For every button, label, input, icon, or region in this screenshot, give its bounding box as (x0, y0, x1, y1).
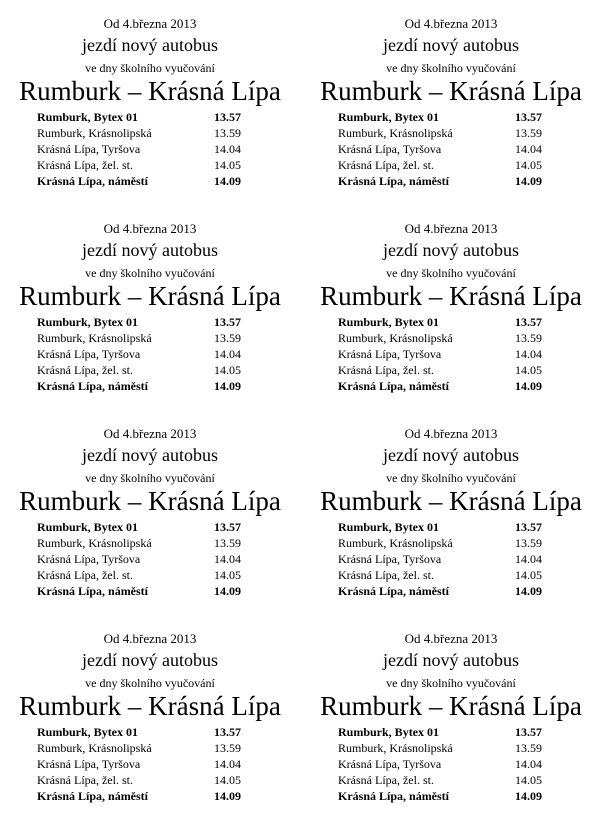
departure-time: 14.04 (515, 552, 542, 566)
timetable-row (338, 788, 558, 804)
route-title: Rumburk – Krásná Lípa (19, 76, 281, 106)
stop-name: Krásná Lípa, žel. st. (37, 158, 133, 172)
headline: jezdí nový autobus (383, 445, 519, 465)
stop-name: Rumburk, Bytex 01 (338, 315, 440, 329)
timetable-row (338, 551, 558, 567)
timetable-row (37, 157, 257, 173)
service-days: ve dny školního vyučování (85, 471, 215, 485)
stop-name: Krásná Lípa, náměstí (338, 789, 450, 803)
timetable-row (37, 362, 257, 378)
departure-time: 14.09 (214, 789, 241, 803)
timetable-row (37, 346, 257, 362)
stop-name: Rumburk, Bytex 01 (37, 315, 139, 329)
timetable-row (37, 109, 257, 125)
notice-card (0, 0, 300, 204)
timetable-row (37, 583, 257, 599)
stop-name: Rumburk, Bytex 01 (338, 725, 440, 739)
notice-card (301, 0, 600, 204)
timetable (37, 109, 257, 189)
departure-time: 14.09 (214, 584, 241, 598)
timetable-row (37, 378, 257, 394)
timetable-row (37, 330, 257, 346)
start-date: Od 4.března 2013 (103, 16, 197, 31)
timetable-row (338, 346, 558, 362)
stop-name: Rumburk, Krásnolipská (338, 741, 453, 755)
stop-name: Rumburk, Krásnolipská (37, 331, 152, 345)
stop-name: Rumburk, Krásnolipská (338, 536, 453, 550)
stop-name: Rumburk, Krásnolipská (37, 126, 152, 140)
start-date: Od 4.března 2013 (404, 631, 498, 646)
stop-name: Krásná Lípa, Tyršova (338, 142, 442, 156)
stop-name: Krásná Lípa, náměstí (37, 789, 149, 803)
departure-time: 13.59 (214, 536, 241, 550)
start-date: Od 4.března 2013 (103, 426, 197, 441)
stop-name: Rumburk, Bytex 01 (37, 110, 139, 124)
route-title: Rumburk – Krásná Lípa (320, 281, 582, 311)
timetable-row (37, 141, 257, 157)
stop-name: Krásná Lípa, náměstí (37, 584, 149, 598)
departure-time: 13.57 (214, 315, 241, 329)
timetable-row (37, 125, 257, 141)
notice-card (0, 615, 300, 819)
timetable-row (338, 362, 558, 378)
start-date: Od 4.března 2013 (404, 221, 498, 236)
departure-time: 14.04 (515, 347, 542, 361)
timetable-row (37, 788, 257, 804)
service-days: ve dny školního vyučování (386, 61, 516, 75)
headline: jezdí nový autobus (383, 35, 519, 55)
timetable-row (338, 519, 558, 535)
timetable-row (338, 756, 558, 772)
departure-time: 14.09 (515, 379, 542, 393)
departure-time: 13.57 (515, 315, 542, 329)
timetable (37, 724, 257, 804)
headline: jezdí nový autobus (82, 445, 218, 465)
service-days: ve dny školního vyučování (386, 676, 516, 690)
timetable-row (338, 724, 558, 740)
stop-name: Krásná Lípa, náměstí (338, 584, 450, 598)
timetable-row (338, 740, 558, 756)
timetable-row (338, 109, 558, 125)
timetable-row (37, 314, 257, 330)
stop-name: Krásná Lípa, Tyršova (37, 347, 141, 361)
notice-card (301, 615, 600, 819)
start-date: Od 4.března 2013 (404, 16, 498, 31)
route-title: Rumburk – Krásná Lípa (19, 486, 281, 516)
departure-time: 13.57 (515, 520, 542, 534)
headline: jezdí nový autobus (383, 240, 519, 260)
stop-name: Rumburk, Bytex 01 (37, 725, 139, 739)
stop-name: Krásná Lípa, žel. st. (37, 363, 133, 377)
departure-time: 14.09 (515, 174, 542, 188)
timetable-row (338, 157, 558, 173)
departure-time: 14.09 (515, 584, 542, 598)
timetable-row (338, 125, 558, 141)
start-date: Od 4.března 2013 (404, 426, 498, 441)
notice-card (0, 410, 300, 614)
departure-time: 14.09 (214, 174, 241, 188)
departure-time: 14.04 (515, 757, 542, 771)
departure-time: 13.57 (214, 725, 241, 739)
departure-time: 14.05 (214, 568, 241, 582)
timetable-row (338, 567, 558, 583)
departure-time: 14.09 (515, 789, 542, 803)
start-date: Od 4.března 2013 (103, 631, 197, 646)
departure-time: 14.04 (214, 347, 241, 361)
departure-time: 13.57 (515, 725, 542, 739)
route-title: Rumburk – Krásná Lípa (320, 691, 582, 721)
headline: jezdí nový autobus (82, 240, 218, 260)
stop-name: Krásná Lípa, náměstí (338, 379, 450, 393)
stop-name: Krásná Lípa, náměstí (338, 174, 450, 188)
timetable (37, 519, 257, 599)
stop-name: Krásná Lípa, žel. st. (338, 158, 434, 172)
timetable (338, 314, 558, 394)
stop-name: Krásná Lípa, žel. st. (37, 773, 133, 787)
stop-name: Krásná Lípa, žel. st. (338, 773, 434, 787)
departure-time: 14.05 (515, 363, 542, 377)
departure-time: 13.57 (214, 110, 241, 124)
timetable-row (338, 378, 558, 394)
timetable-row (37, 535, 257, 551)
stop-name: Krásná Lípa, žel. st. (37, 568, 133, 582)
stop-name: Rumburk, Krásnolipská (338, 331, 453, 345)
timetable-row (338, 583, 558, 599)
notice-card (301, 410, 600, 614)
stop-name: Krásná Lípa, náměstí (37, 379, 149, 393)
stop-name: Krásná Lípa, náměstí (37, 174, 149, 188)
stop-name: Rumburk, Bytex 01 (338, 110, 440, 124)
service-days: ve dny školního vyučování (386, 266, 516, 280)
headline: jezdí nový autobus (82, 35, 218, 55)
route-title: Rumburk – Krásná Lípa (320, 76, 582, 106)
departure-time: 14.04 (214, 757, 241, 771)
stop-name: Krásná Lípa, Tyršova (37, 552, 141, 566)
departure-time: 13.59 (515, 741, 542, 755)
timetable-row (37, 724, 257, 740)
departure-time: 14.04 (214, 552, 241, 566)
service-days: ve dny školního vyučování (85, 266, 215, 280)
timetable (338, 724, 558, 804)
departure-time: 13.59 (214, 741, 241, 755)
timetable-row (37, 756, 257, 772)
route-title: Rumburk – Krásná Lípa (320, 486, 582, 516)
timetable-row (338, 330, 558, 346)
stop-name: Rumburk, Krásnolipská (37, 536, 152, 550)
stop-name: Krásná Lípa, Tyršova (338, 757, 442, 771)
route-title: Rumburk – Krásná Lípa (19, 281, 281, 311)
stop-name: Krásná Lípa, Tyršova (37, 757, 141, 771)
departure-time: 13.59 (214, 126, 241, 140)
start-date: Od 4.března 2013 (103, 221, 197, 236)
departure-time: 13.57 (214, 520, 241, 534)
stop-name: Rumburk, Bytex 01 (338, 520, 440, 534)
departure-time: 14.05 (214, 773, 241, 787)
timetable-row (338, 141, 558, 157)
timetable-row (37, 740, 257, 756)
timetable-row (338, 535, 558, 551)
stop-name: Krásná Lípa, Tyršova (37, 142, 141, 156)
timetable (338, 519, 558, 599)
departure-time: 14.09 (214, 379, 241, 393)
departure-time: 13.59 (515, 126, 542, 140)
departure-time: 14.05 (515, 773, 542, 787)
route-title: Rumburk – Krásná Lípa (19, 691, 281, 721)
timetable-row (37, 173, 257, 189)
departure-time: 13.59 (515, 331, 542, 345)
departure-time: 14.05 (214, 158, 241, 172)
timetable-row (37, 772, 257, 788)
service-days: ve dny školního vyučování (386, 471, 516, 485)
departure-time: 13.57 (515, 110, 542, 124)
notice-card (301, 205, 600, 409)
departure-time: 13.59 (214, 331, 241, 345)
departure-time: 14.04 (214, 142, 241, 156)
departure-time: 13.59 (515, 536, 542, 550)
timetable-row (338, 173, 558, 189)
stop-name: Krásná Lípa, žel. st. (338, 568, 434, 582)
stop-name: Krásná Lípa, Tyršova (338, 347, 442, 361)
departure-time: 14.05 (515, 568, 542, 582)
stop-name: Krásná Lípa, žel. st. (338, 363, 434, 377)
stop-name: Rumburk, Krásnolipská (338, 126, 453, 140)
departure-time: 14.05 (515, 158, 542, 172)
stop-name: Krásná Lípa, Tyršova (338, 552, 442, 566)
service-days: ve dny školního vyučování (85, 61, 215, 75)
timetable-row (37, 551, 257, 567)
service-days: ve dny školního vyučování (85, 676, 215, 690)
stop-name: Rumburk, Bytex 01 (37, 520, 139, 534)
headline: jezdí nový autobus (383, 650, 519, 670)
departure-time: 14.05 (214, 363, 241, 377)
timetable-row (338, 772, 558, 788)
timetable-row (37, 567, 257, 583)
stop-name: Rumburk, Krásnolipská (37, 741, 152, 755)
timetable-row (338, 314, 558, 330)
timetable (37, 314, 257, 394)
timetable-row (37, 519, 257, 535)
departure-time: 14.04 (515, 142, 542, 156)
notice-card (0, 205, 300, 409)
timetable (338, 109, 558, 189)
headline: jezdí nový autobus (82, 650, 218, 670)
